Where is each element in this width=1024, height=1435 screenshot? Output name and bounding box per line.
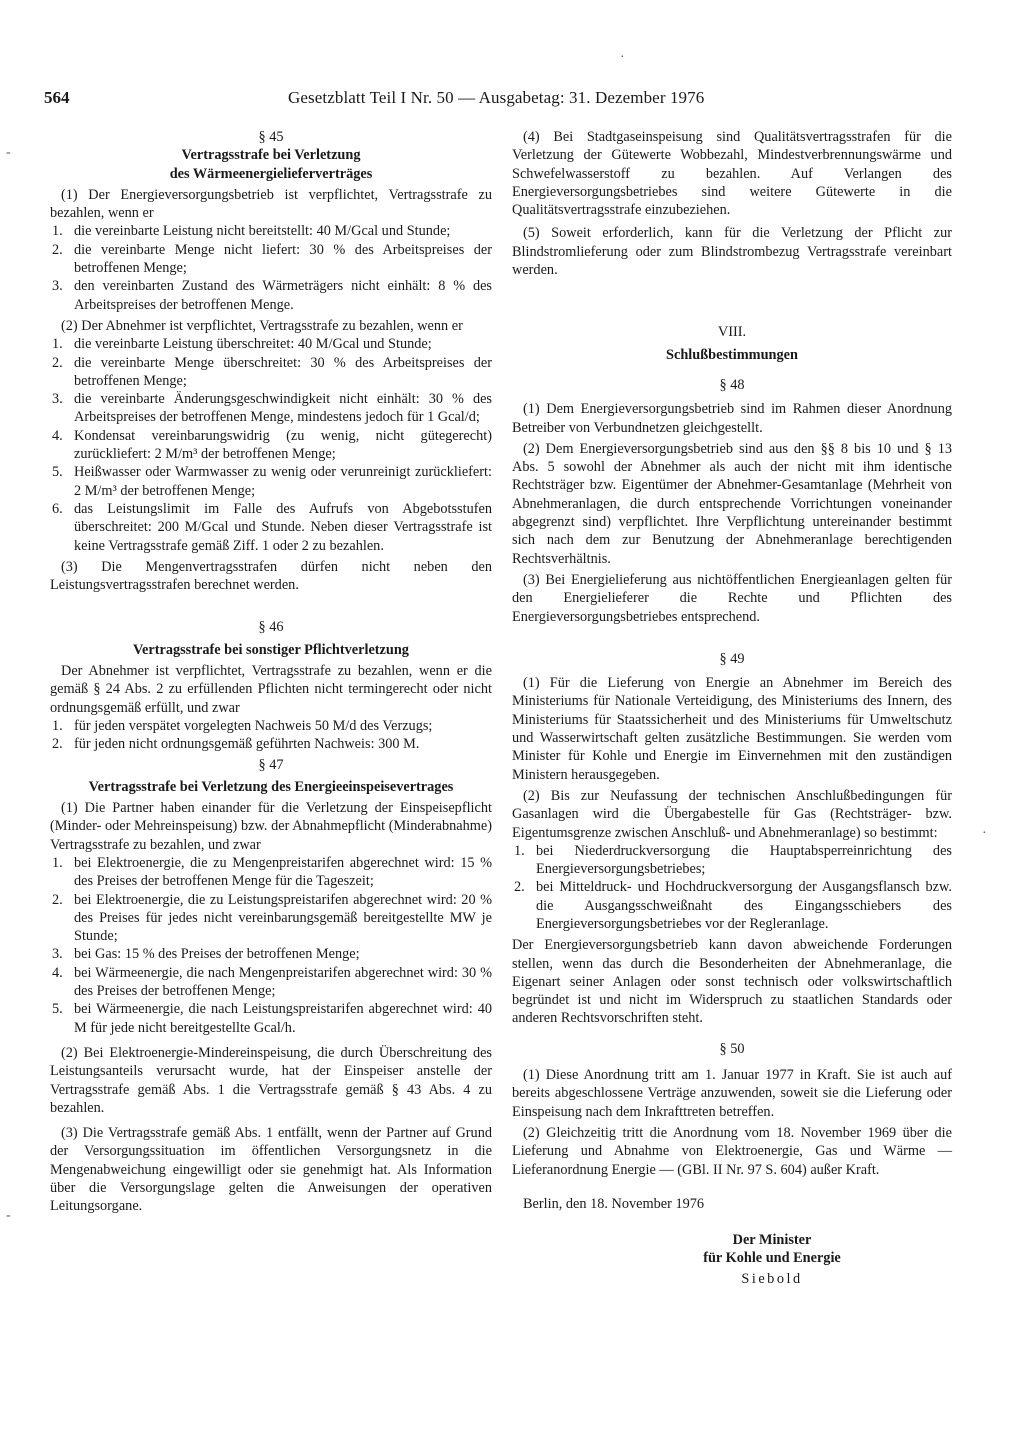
section-49-paragraph-1: (1) Für die Lieferung von Energie an Abnehmer im Bereich des Ministeriums für Nationale Verteidigung, des Ministeriums des Innern, des Ministeriums für Staatssicherheit und des Ministeriums für Umweltschutz und Wasserwirtschaft gelten zusätzliche Bestimmungen. Sie werden vom Minister für Kohle und Energie im Einvernehmen mit den zuständigen Ministern herausgegeben. [512,675,952,783]
signature-title-line1: Der Minister [732,1232,812,1249]
list-item: 6. das Leistungslimit im Falle des Aufrufs von Abgebotsstufen überschreitet: 200 M/Gcal und Stunde. Neben dieser Vertragsstrafe ist keine Vertragsstrafe gemäß Ziff. 1 oder 2 zu bezahlen. [52,500,492,554]
list-item: 4. Kondensat vereinbarungswidrig (zu wenig, nicht gütegerecht) zurückliefert: 2 M/m³ der betroffenen Menge; [52,427,492,463]
place-and-date: Berlin, den 18. November 1976 [523,1195,705,1212]
section-45-paragraph-2: (2) Der Abnehmer ist verpflichtet, Vertragsstrafe zu bezahlen, wenn er [61,317,463,334]
list-item: 3. den vereinbarten Zustand des Wärmeträgers nicht einhält: 8 % des Arbeitspreises der betroffenen Menge. [52,278,492,313]
list-item: 1. die vereinbarte Leistung nicht bereitstellt: 40 M/Gcal und Stunde; [52,223,451,240]
list-item: 5. bei Wärmeenergie, die nach Leistungspreistarifen abgerechnet wird: 40 M für jede nicht bereitgestellte Gcal/h. [52,1001,492,1036]
section-47-paragraph-5: (5) Soweit erforderlich, kann für die Verletzung der Pflicht zur Blindstromlieferung oder zum Blindstrombezug Vertragsstrafe vereinbart werden. [512,225,952,279]
section-46-title: Vertragsstrafe bei sonstiger Pflichtverletzung [133,641,409,658]
right-column [512,128,952,1288]
section-47-number: § 47 [258,756,284,773]
section-46-number: § 46 [258,619,284,636]
section-48-paragraph-3: (3) Bei Energielieferung aus nichtöffentlichen Energieanlagen gelten für den Energielieferer die Rechte und Pflichten des Energieversorgungsbetriebes entsprechend. [512,571,952,625]
section-45-number: § 45 [258,129,284,145]
section-48-paragraph-2: (2) Dem Energieversorgungsbetrieb sind aus den §§ 8 bis 10 und § 13 Abs. 5 sowohl der Abnehmer als auch der nicht mit ihm identische Rechtsträger bzw. Eigentümer der Abnehmer-Gesamtanlage (Mehrheit von Abnehmeranlagen, die durch entsprechende Vorrichtungen voneinander abgegrenzt sind) verpflichtet. Ihre Verpflichtung untereinander bestimmt sich nach dem zur Benutzung der Abnehmeranlage berechtigenden Rechtsverhältnis. [512,440,952,567]
section-47-paragraph-2: (2) Bei Elektroenergie-Mindereinspeisung, die durch Überschreitung des Leistungsanteils verursacht wurde, hat der Einspeiser anstelle der Vertragsstrafe gemäß Abs. 1 die Vertragsstrafe gemäß § 43 Abs. 4 zu bezahlen. [50,1044,492,1116]
section-49-paragraph-2: (2) Bis zur Neufassung der technischen Anschlußbedingungen für Gasanlagen wird die Übergabestelle für Gas (Rechtsträger- bzw. Eigentumsgrenze zwischen Anschluß- und Abnehmeranlage) so bestimmt: [512,787,952,841]
section-49-list [512,842,952,933]
list-item: 3. die vereinbarte Änderungsgeschwindigkeit nicht einhält: 30 % des Arbeitspreises der betroffenen Menge, mindestens jedoch für 1 Gcal/d; [52,391,492,426]
section-45-title-line2: des Wärmeenergielieferverträges [169,165,373,182]
list-item: 5. Heißwasser oder Warmwasser zu wenig oder verunreinigt zurückliefert: 2 M/m³ der betroffenen Menge; [52,464,492,499]
scan-mark: · [982,826,987,841]
section-50-paragraph-2: (2) Gleichzeitig tritt die Anordnung vom 18. November 1969 über die Lieferung und Abnahme von Elektroenergie, Gas und Wärme — Lieferanordnung Energie — (GBl. II Nr. 97 S. 604) außer Kraft. [512,1124,952,1178]
scan-mark: - [6,1208,11,1223]
list-item: 4. bei Wärmeenergie, die nach Mengenpreistarifen abgerechnet wird: 30 % des Preises der betroffenen Menge; [52,964,492,1000]
section-45-title: Vertragsstrafe bei Verletzung [181,147,361,164]
part-8-title: Schlußbestimmungen [666,346,798,363]
section-48-number: § 48 [719,376,745,393]
list-item: 1. bei Niederdruckversorgung die Hauptabsperreinrichtung des Energieversorgungsbetriebes; [514,842,952,878]
page-number: 564 [44,88,70,107]
section-48-paragraph-1: (1) Dem Energieversorgungsbetrieb sind im Rahmen dieser Anordnung Betreiber von Verbundnetzen gleichgestellt. [512,401,952,436]
section-46-paragraph-1: Der Abnehmer ist verpflichtet, Vertragsstrafe zu bezahlen, wenn er die gemäß § 24 Abs. 2 zu erfüllenden Pflichten nicht termingerecht oder nicht ordnungsgemäß erfüllt, und zwar [50,663,492,716]
section-47-paragraph-4: (4) Bei Stadtgaseinspeisung sind Qualitätsvertragsstrafen für die Verletzung der Gütewerte Wobbezahl, Mindestverbrennungswärme und Schwefelwasserstoff zu bezahlen. Auf Verlangen des Energieversorgungsbetriebes sind weitere Gütewerte in die Qualitätsvertragsstrafe einzubeziehen. [512,129,952,219]
list-item: 1. für jeden verspätet vorgelegten Nachweis 50 M/d des Verzugs; [52,717,433,734]
signatory-name: Siebold [741,1270,803,1287]
scan-mark: · [620,50,625,65]
section-49-number: § 49 [719,650,745,667]
list-item: 2. bei Mitteldruck- und Hochdruckversorgung der Ausgangsflansch bzw. die Ausgangsschweißnaht des Eingangsschiebers des Energieversorgungsbetriebes vor der Regleranlage. [514,879,952,932]
list-item: 2. die vereinbarte Menge überschreitet: 30 % des Arbeitspreises der betroffenen Menge; [52,354,492,389]
section-47-list [50,854,492,1037]
section-47-paragraph-3: (3) Die Vertragsstrafe gemäß Abs. 1 entfällt, wenn der Partner auf Grund der Versorgungssituation im öffentlichen Versorgungsnetz in die Mengenabweichung eingewilligt oder sie genehmigt hat. Als Information über die Versorgungslage gelten die Anweisungen der operativen Leitungsorgane. [50,1125,492,1215]
section-45-p1-list [50,222,492,313]
section-45-paragraph-3: (3) Die Mengenvertragsstrafen dürfen nicht neben den Leistungsvertragsstrafen berechnet werden. [50,558,492,594]
section-49-paragraph-3: Der Energieversorgungsbetrieb kann davon abweichende Forderungen stellen, wenn das durch die Besonderheiten der Abnehmeranlage, die Eigenart seiner Anlagen oder sonst technisch oder volkswirtschaftlich begründet ist und nicht im Widerspruch zu staatlichen Standards oder anderen Rechtsvorschriften steht. [512,937,952,1027]
list-item: 1. die vereinbarte Leistung überschreitet: 40 M/Gcal und Stunde; [52,336,432,353]
section-45-p2-list [50,335,492,555]
gazette-title: Gesetzblatt Teil I Nr. 50 — Ausgabetag: 31. Dezember 1976 [288,88,705,107]
scan-mark: - [6,145,11,160]
section-47-paragraph-1: (1) Die Partner haben einander für die Verletzung der Einspeisepflicht (Minder- oder Mehreinspeisung) bzw. der Abnahmepflicht (Minderabnahme) Vertragsstrafe zu bezahlen, und zwar [50,800,492,853]
list-item: 2. für jeden nicht ordnungsgemäß geführten Nachweis: 300 M. [52,736,420,753]
list-item: 2. die vereinbarte Menge nicht liefert: 30 % des Arbeitspreises der betroffenen Menge; [52,241,492,277]
left-column [50,128,492,1216]
list-item: 2. bei Elektroenergie, die zu Leistungspreistarifen abgerechnet wird: 20 % des Preises für jedes nicht vereinbarungsgemäß bereitgestellte MW je Stunde; [52,891,492,945]
part-8-number: VIII. [717,324,747,341]
section-47-title: Vertragsstrafe bei Verletzung des Energieeinspeisevertrages [88,778,454,795]
signature-title-line2: für Kohle und Energie [703,1250,841,1267]
section-46-list [50,717,492,754]
section-50-number: § 50 [719,1040,745,1057]
section-50-paragraph-1: (1) Diese Anordnung tritt am 1. Januar 1977 in Kraft. Sie ist auch auf bereits abgeschlossene Verträge anzuwenden, soweit sie die Lieferung oder Einspeisung nach dem Inkrafttreten betreffen. [512,1067,952,1120]
section-45-paragraph-1: (1) Der Energieversorgungsbetrieb ist verpflichtet, Vertragsstrafe zu bezahlen, wenn er [50,186,492,222]
page-header [44,88,984,112]
list-item: 1. bei Elektroenergie, die zu Mengenpreistarifen abgerechnet wird: 15 % des Preises der betroffenen Menge für die Tageszeit; [52,854,492,890]
list-item: 3. bei Gas: 15 % des Preises der betroffenen Menge; [52,946,360,963]
